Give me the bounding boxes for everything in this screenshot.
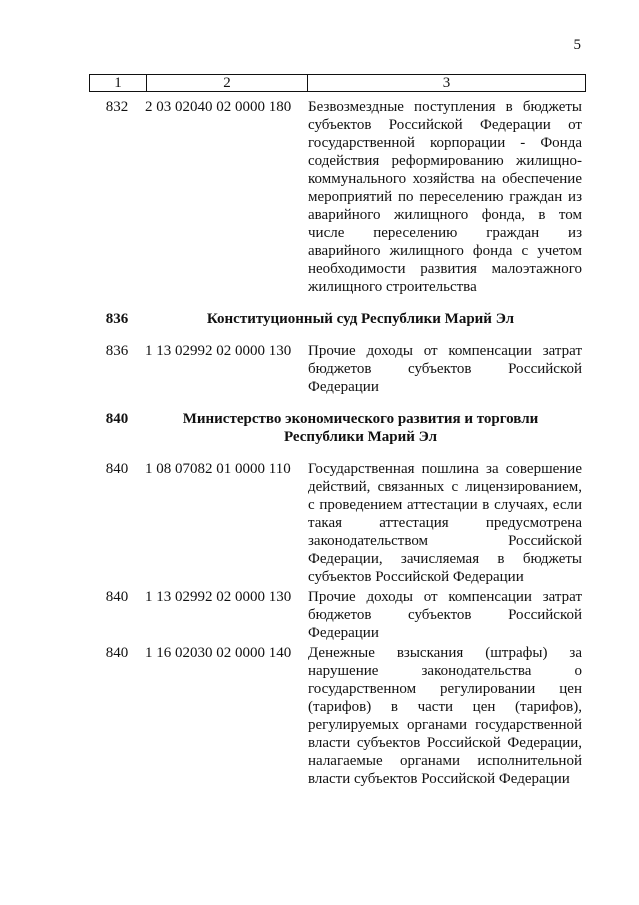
income-code: 1 13 02992 02 0000 130 — [145, 343, 292, 359]
income-name: Безвозмездные поступления в бюджеты субъектов Российской Федерации от государственной корпорации - Фонда содействия реформированию жилищно-коммунального хозяйства на обеспечение мероприятий по переселению граждан из аварийного жилищного фонда, в том числе переселению граждан из аварийного жилищного фонда с учетом необходимости развития малоэтажного жилищного строительства — [308, 99, 582, 295]
admin-code: 840 — [105, 461, 129, 477]
classification-rows — [89, 98, 586, 788]
column-header-table — [89, 74, 586, 92]
income-name: Денежные взыскания (штрафы) за нарушение законодательства о государственном регулировании цен (тарифов) в части цен (тарифов), регулируемых органами государственной власти субъектов Российской Федерации, налагаемые органами исполнительной власти субъектов Российской Федерации — [308, 645, 582, 787]
table-row — [89, 460, 586, 586]
section-title: Конституционный суд Республики Марий Эл — [206, 311, 515, 327]
admin-code: 836 — [105, 311, 129, 327]
page-number: 5 — [573, 37, 581, 53]
income-code: 1 16 02030 02 0000 140 — [145, 645, 292, 661]
admin-code: 840 — [105, 589, 129, 605]
column-header-1: 1 — [90, 75, 147, 92]
table-row — [89, 588, 586, 642]
income-code: 2 03 02040 02 0000 180 — [145, 99, 292, 115]
income-code: 1 13 02992 02 0000 130 — [145, 589, 292, 605]
section-row — [89, 310, 586, 328]
column-header-3: 3 — [308, 75, 586, 92]
table-row — [89, 644, 586, 788]
income-name: Государственная пошлина за совершение действий, связанных с лицензированием, с проведением аттестации в случаях, если такая аттестация предусмотрена законодательством Российской Федерации, зачисляемая в бюджеты субъектов Российской Федерации — [308, 461, 582, 585]
income-code: 1 08 07082 01 0000 110 — [145, 461, 291, 477]
income-name: Прочие доходы от компенсации затрат бюджетов субъектов Российской Федерации — [308, 589, 582, 641]
column-header-2: 2 — [147, 75, 308, 92]
table-row — [89, 98, 586, 296]
income-name: Прочие доходы от компенсации затрат бюджетов субъектов Российской Федерации — [308, 343, 582, 395]
section-row — [89, 410, 586, 446]
table-row — [89, 342, 586, 396]
admin-code: 836 — [105, 343, 129, 359]
section-title: Министерство экономического развития и торговли Республики Марий Эл — [182, 411, 539, 445]
admin-code: 832 — [105, 99, 129, 115]
admin-code: 840 — [105, 411, 129, 427]
admin-code: 840 — [105, 645, 129, 661]
